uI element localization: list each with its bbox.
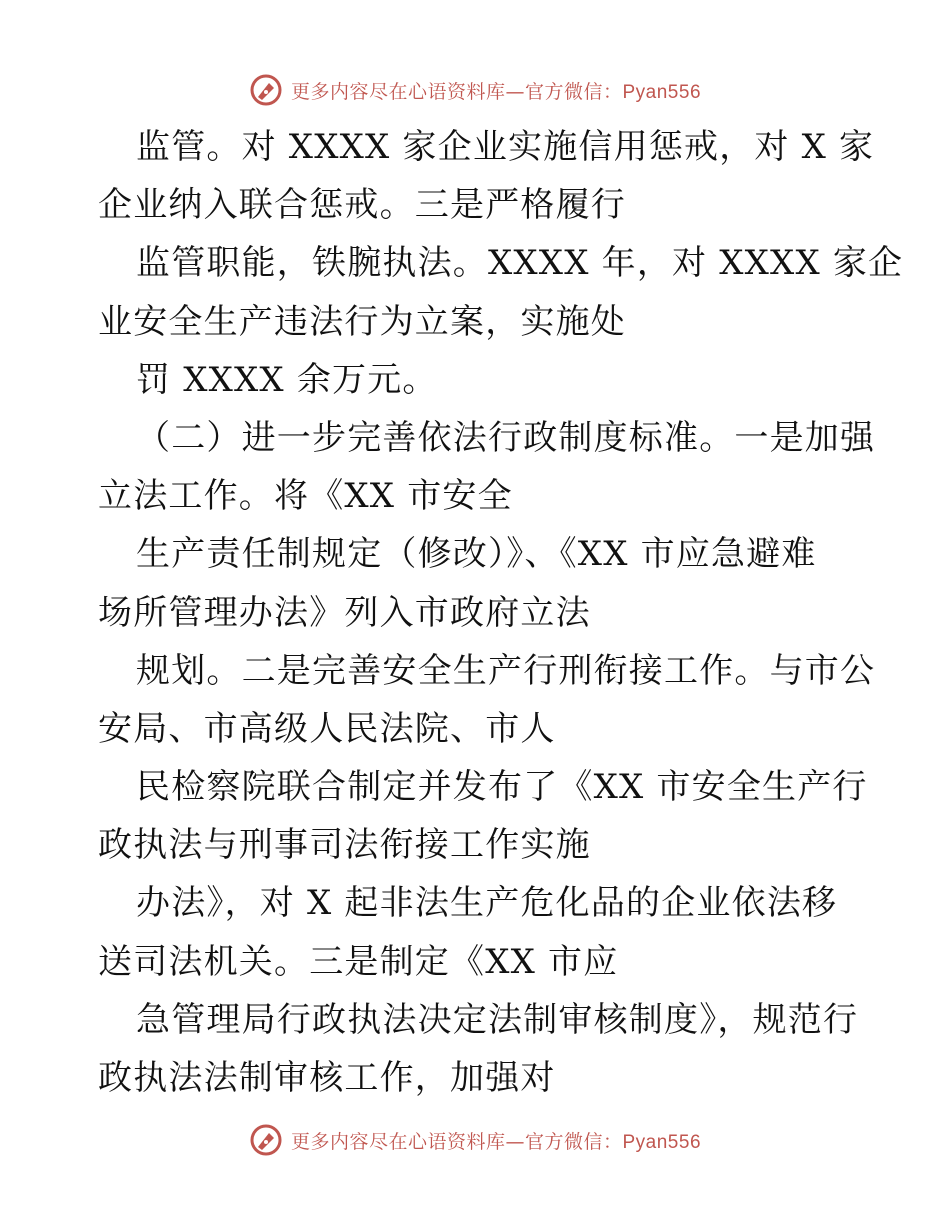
text-line: 生产责任制规定（修改）》、《XX 市应急避难 bbox=[136, 534, 817, 575]
text-line: 场所管理办法》列入市政府立法 bbox=[98, 592, 591, 633]
footer-wechat-id: Pyan556 bbox=[622, 1131, 702, 1153]
text-line: 企业纳入联合惩戒。三是严格履行 bbox=[98, 185, 626, 226]
text-line: 送司法机关。三是制定《XX 市应 bbox=[98, 941, 619, 982]
header-wechat-id: Pyan556 bbox=[622, 81, 702, 103]
text-line: 政执法法制审核工作，加强对 bbox=[98, 1058, 556, 1098]
text-line: 民检察院联合制定并发布了《XX 市安全生产行 bbox=[136, 767, 868, 808]
pen-nib-logo-icon bbox=[249, 73, 283, 107]
text-line: 政执法与刑事司法衔接工作实施 bbox=[98, 825, 591, 866]
text-line: 监管职能，铁腕执法。XXXX 年，对 XXXX 家企 bbox=[136, 243, 904, 284]
text-line: 急管理局行政执法决定法制审核制度》，规范行 bbox=[136, 999, 859, 1040]
text-line: 办法》，对 X 起非法生产危化品的企业依法移 bbox=[136, 883, 838, 924]
document-body bbox=[98, 118, 904, 1107]
text-line: （二）进一步完善依法行政制度标准。一是加强 bbox=[136, 417, 876, 458]
footer-banner-text: 更多内容尽在心语资料库—官方微信：Pyan556 bbox=[290, 1130, 702, 1153]
pen-nib-logo-icon bbox=[249, 1123, 283, 1157]
text-line: 规划。二是完善安全生产行刑衔接工作。与市公 bbox=[136, 650, 876, 691]
text-line: 安局、市高级人民法院、市人 bbox=[98, 708, 556, 749]
text-line: 业安全生产违法行为立案，实施处 bbox=[98, 301, 626, 342]
text-line: 监管。对 XXXX 家企业实施信用惩戒，对 X 家 bbox=[136, 127, 875, 167]
header-banner-text: 更多内容尽在心语资料库—官方微信：Pyan556 bbox=[290, 80, 702, 103]
header-banner bbox=[0, 70, 950, 110]
text-line: 立法工作。将《XX 市安全 bbox=[98, 476, 513, 517]
footer-banner bbox=[0, 1120, 950, 1160]
text-line: 罚 XXXX 余万元。 bbox=[136, 359, 438, 400]
